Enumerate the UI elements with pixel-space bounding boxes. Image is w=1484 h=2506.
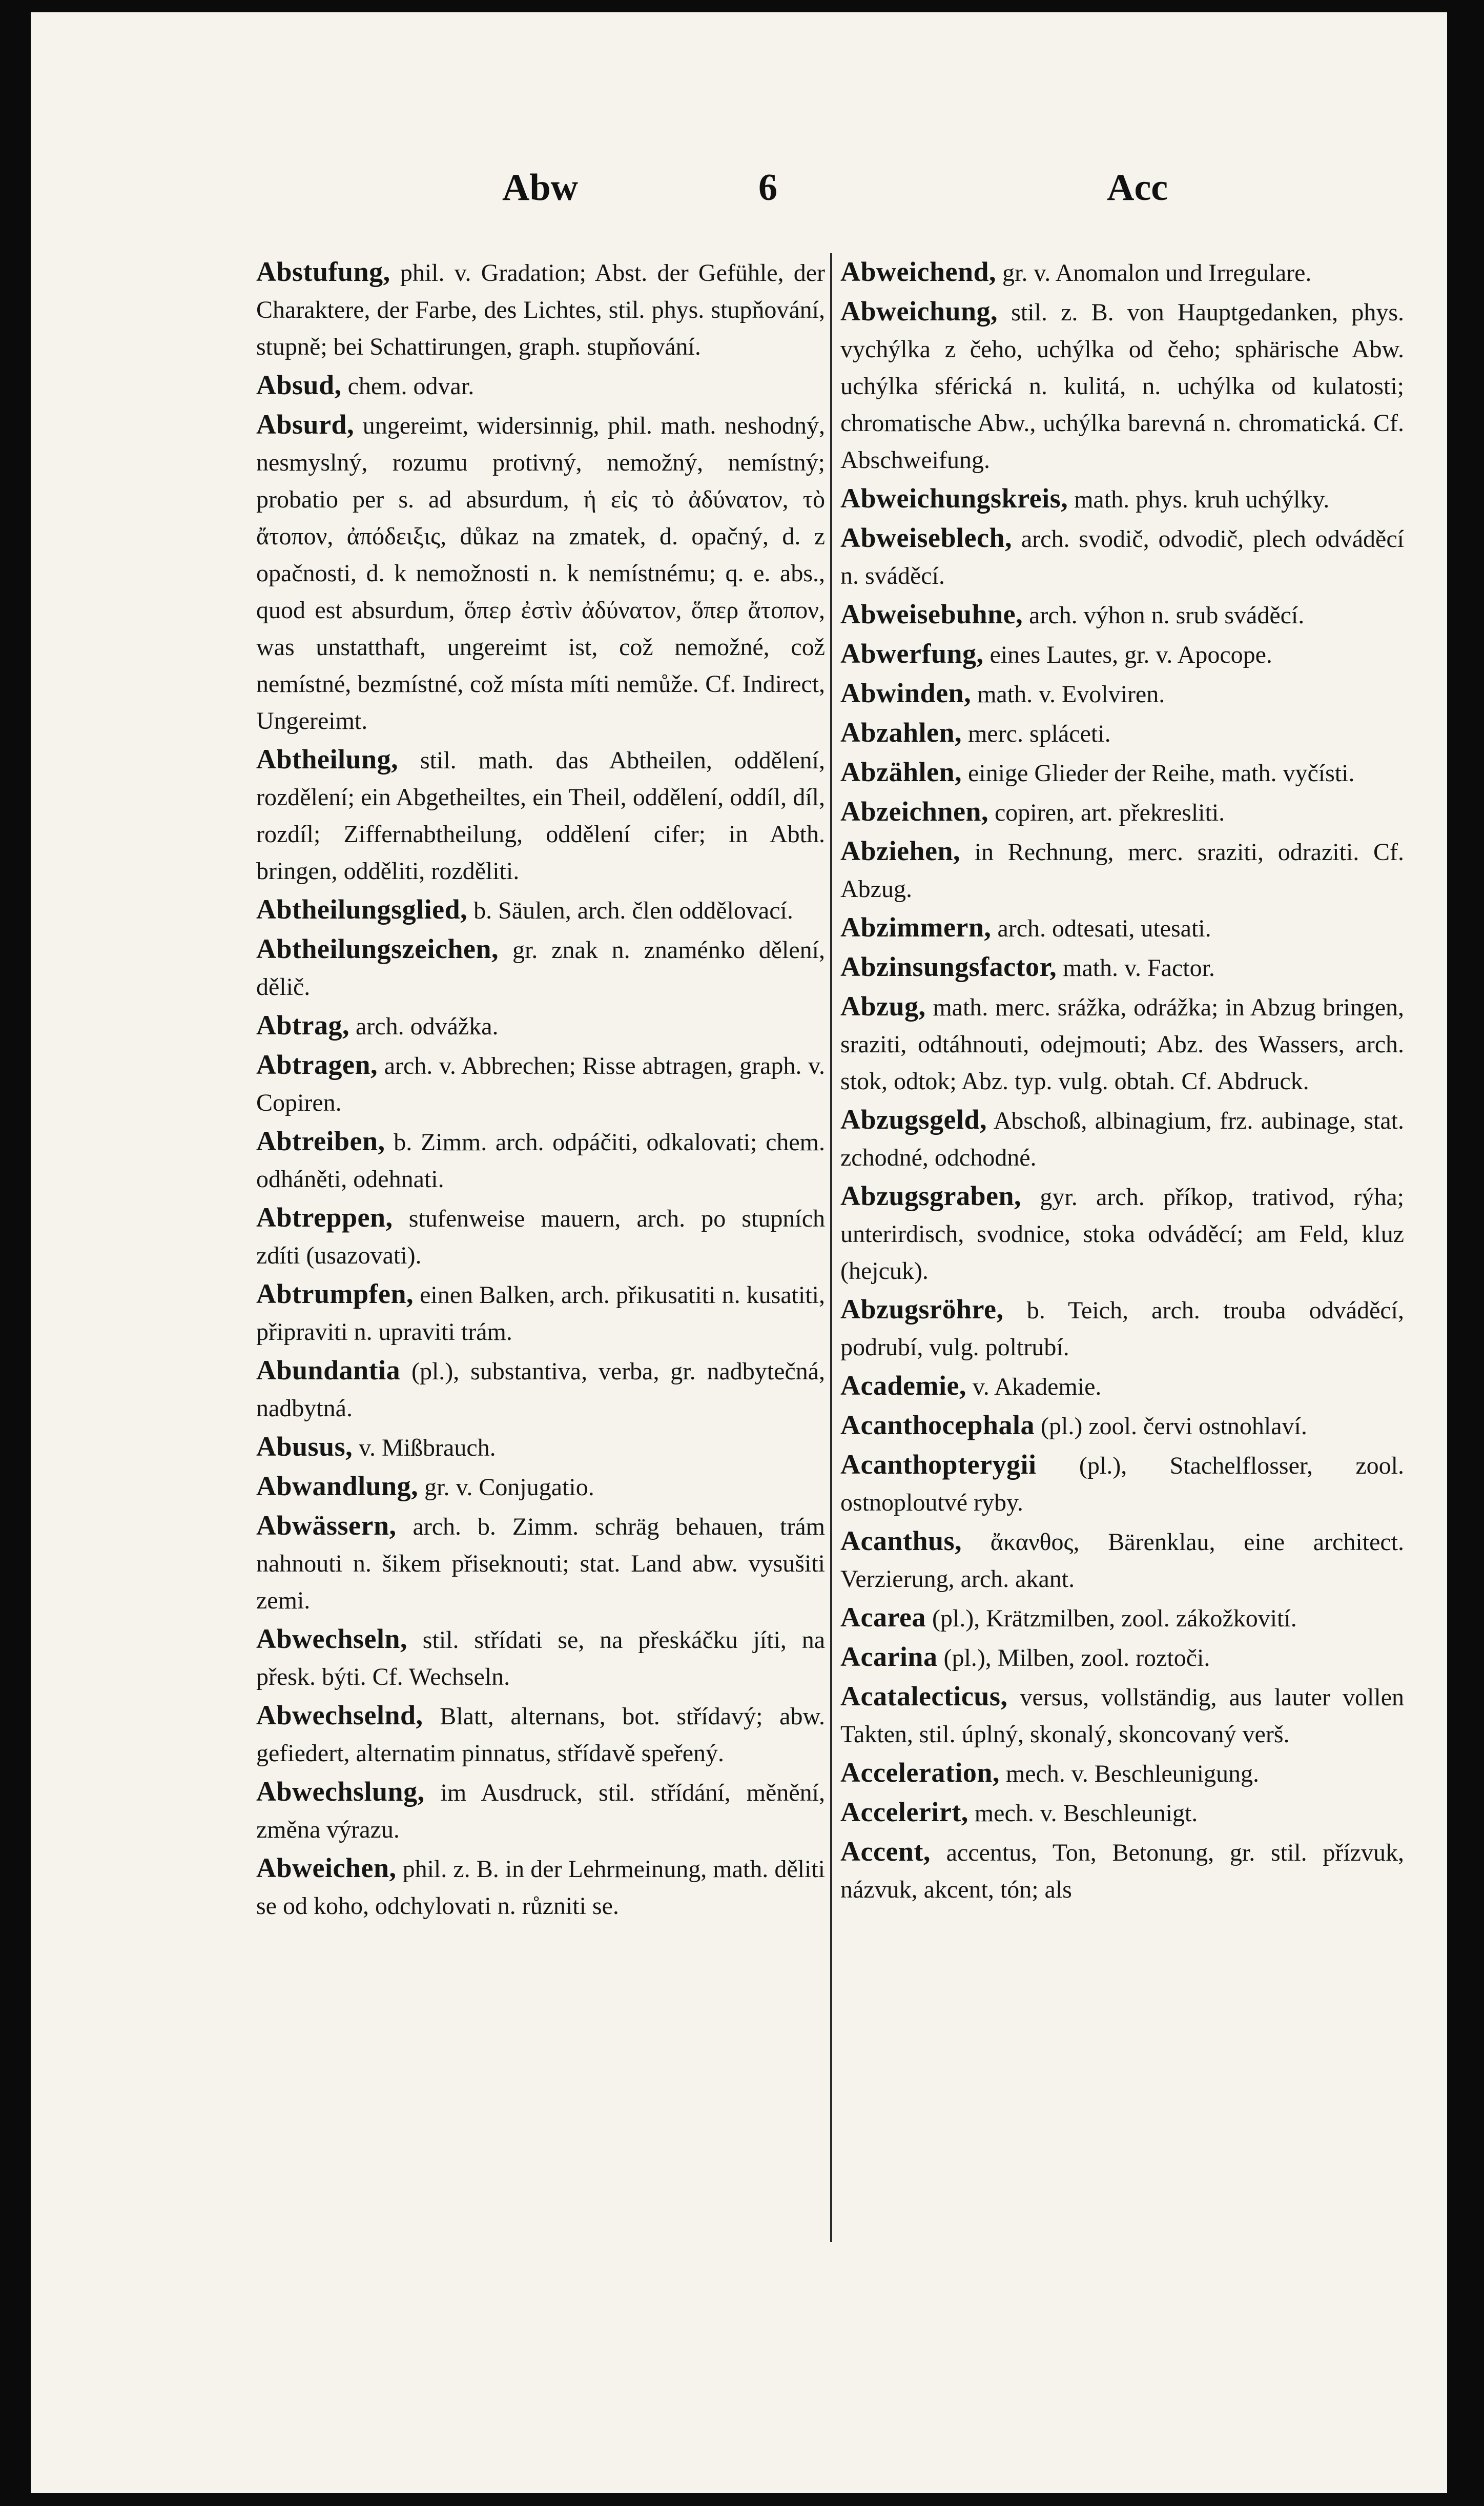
entry-definition: math. v. Evolviren. [977,681,1165,708]
dictionary-entry [840,714,1404,752]
dictionary-entry [256,1849,825,1925]
entry-definition: arch. b. Zimm. schräg behauen, trám nahnouti n. šikem přiseknouti; stat. Land abw. vysušiti zemi. [256,1513,825,1614]
entry-definition: ἄκανθος, Bärenklau, eine architect. Verzierung, arch. akant. [840,1529,1405,1593]
entry-headword: Acarina [840,1641,938,1672]
entry-headword: Abwechslung, [256,1776,425,1807]
entry-definition: mech. v. Beschleunigung. [1005,1760,1259,1787]
dictionary-entry [256,1773,825,1848]
dictionary-entry [840,1794,1404,1832]
entry-headword: Abwechselnd, [256,1700,423,1730]
dictionary-entry [840,1833,1404,1908]
entry-definition: v. Akademie. [972,1373,1102,1400]
page-number: 6 [758,167,777,209]
entry-headword: Abtreppen, [256,1202,393,1233]
entry-definition: gyr. arch. příkop, trativod, rýha; unterirdisch, svodnice, stoka odváděcí; am Feld, kluz (hejcuk). [840,1184,1405,1285]
dictionary-entry [256,891,825,929]
entry-definition: im Ausdruck, stil. střídání, měnění, změna výrazu. [256,1779,825,1843]
entry-definition: in Rechnung, merc. sraziti, odraziti. Cf. Abzug. [840,839,1404,903]
entry-definition: stil. math. das Abtheilen, oddělení, rozdělení; ein Abgetheiltes, ein Theil, oddělení, oddíl, díl, rozdíl; Ziffernabtheilung, oddělení cifer; in Abth. bringen, odděliti, rozděliti. [256,747,826,885]
dictionary-entry [840,293,1404,479]
dictionary-entry [840,1754,1404,1792]
entry-definition: ungereimt, widersinnig, phil. math. neshodný, nesmyslný, rozumu protivný, nemožný, nemístný; probatio per s. ad absurdum, ἡ εἰς τὸ ἀδύνατον, τὸ ἄτοπον, ἀπόδειξις, důkaz na zmatek, d. opačný, d. z opačnosti, d. k nemožnosti n. k nemístnému; q. e. abs., quod est absurdum, ὅπερ ἐστὶν ἀδύνατον, ὅπερ ἄτοπον, was unstatthaft, ungereimt ist, což nemožné, což nemístné, bezmístné, což místa míti nemůže. Cf. Indirect, Ungereimt. [256,412,825,735]
dictionary-entry [840,1101,1404,1176]
entry-definition: versus, vollständig, aus lauter vollen Takten, stil. úplný, skonalý, skoncovaný verš. [840,1684,1405,1748]
dictionary-entry [256,253,825,365]
entry-definition: b. Teich, arch. trouba odváděcí, podrubí, vulg. poltrubí. [840,1297,1405,1361]
header-left-guideword: Abw [502,167,579,209]
dictionary-entry [840,519,1404,595]
dictionary-entry [256,1697,825,1772]
book-page [31,12,1447,2493]
entry-definition: chem. odvar. [347,373,475,400]
entry-definition: arch. odvážka. [355,1013,499,1040]
dictionary-entry [840,253,1404,292]
dictionary-entry [840,1407,1404,1445]
entry-definition: copiren, art. překresliti. [995,799,1225,826]
entry-definition: mech. v. Beschleunigt. [974,1800,1198,1827]
dictionary-entry [256,1352,825,1427]
entry-definition: gr. znak n. znaménko dělení, dělič. [256,936,826,1001]
entry-headword: Abtheilungszeichen, [256,933,499,964]
entry-headword: Absud, [256,370,342,400]
entry-definition: math. merc. srážka, odrážka; in Abzug bringen, sraziti, odtáhnouti, odejmouti; Abz. des Wassers, arch. stok, odtok; Abz. typ. vulg. obtah. Cf. Abdruck. [840,994,1404,1095]
entry-definition: math. v. Factor. [1063,954,1215,982]
entry-headword: Abzahlen, [840,717,962,748]
entry-definition: einige Glieder der Reihe, math. vyčísti. [968,760,1355,787]
dictionary-entry [256,930,825,1006]
entry-headword: Abtreiben, [256,1126,385,1156]
entry-definition: (pl.), Krätzmilben, zool. zákožkovití. [932,1605,1297,1632]
entry-headword: Abweichungskreis, [840,483,1068,514]
entry-definition: gr. v. Anomalon und Irregulare. [1002,259,1312,287]
entry-headword: Abundantia [256,1355,401,1386]
entry-headword: Abwandlung, [256,1471,419,1501]
entry-headword: Abzeichnen, [840,796,988,827]
entry-headword: Academie, [840,1370,966,1401]
dictionary-entry [840,596,1404,634]
dictionary-entry [840,1522,1404,1598]
entry-headword: Abweichend, [840,256,997,287]
dictionary-entry [840,635,1404,674]
entry-headword: Abzimmern, [840,912,992,943]
dictionary-entry [256,1620,825,1696]
entry-definition: (pl.), Stachelflosser, zool. ostnoploutvé ryby. [840,1452,1404,1516]
dictionary-entry [840,1638,1404,1677]
dictionary-entry [840,1291,1404,1366]
entry-headword: Abweisebuhne, [840,599,1023,629]
entry-definition: phil. z. B. in der Lehrmeinung, math. děliti se od koho, odchylovati n. různiti se. [256,1856,826,1920]
entry-definition: v. Mißbrauch. [359,1434,496,1461]
dictionary-entry [840,1446,1404,1521]
dictionary-entry [256,1428,825,1466]
dictionary-entry [256,1507,825,1619]
entry-headword: Abzinsungsfactor, [840,951,1057,982]
entry-headword: Abtragen, [256,1049,378,1080]
entry-headword: Absurd, [256,409,355,440]
dictionary-entry [840,1678,1404,1753]
entry-headword: Abzählen, [840,757,962,787]
dictionary-entry [840,948,1404,987]
entry-definition: stufenweise mauern, arch. po stupních zdíti (usazovati). [256,1205,825,1269]
entry-definition: merc. spláceti. [968,720,1111,747]
entry-headword: Abzug, [840,991,926,1022]
dictionary-entry [840,1367,1404,1405]
entry-definition: accentus, Ton, Betonung, gr. stil. přízvuk, názvuk, akcent, tón; als [840,1839,1405,1903]
entry-definition: arch. odtesati, utesati. [997,915,1211,942]
entry-headword: Abtheilung, [256,744,399,775]
entry-definition: Abschoß, albinagium, frz. aubinage, stat. zchodné, odchodné. [840,1107,1404,1171]
entry-definition: stil. střídati se, na přeskáčku jíti, na přesk. býti. Cf. Wechseln. [256,1626,825,1690]
entry-headword: Abzugsgraben, [840,1180,1022,1211]
entry-definition: (pl.), Milben, zool. roztoči. [943,1644,1210,1672]
entry-definition: einen Balken, arch. přikusatiti n. kusatiti, připraviti n. upraviti trám. [256,1281,826,1346]
entry-headword: Abweiseblech, [840,522,1012,553]
entry-headword: Abweichung, [840,296,998,327]
entry-headword: Accelerirt, [840,1797,968,1827]
entry-headword: Acanthus, [840,1525,962,1556]
entry-definition: (pl.) zool. červi ostnohlaví. [1041,1413,1307,1440]
entry-headword: Abwinden, [840,678,972,708]
entry-definition: Blatt, alternans, bot. střídavý; abw. gefiedert, alternatim pinnatus, střídavě speřený. [256,1703,826,1767]
header-right-guideword: Acc [1107,167,1168,209]
entry-definition: arch. v. Abbrechen; Risse abtragen, graph. v. Copiren. [256,1052,826,1116]
entry-headword: Abwechseln, [256,1623,408,1654]
entry-definition: gr. v. Conjugatio. [424,1474,594,1501]
dictionary-entry [840,753,1404,792]
dictionary-entry [840,1599,1404,1637]
right-column [840,253,1404,1909]
dictionary-entry [256,1275,825,1351]
entry-headword: Acceleration, [840,1757,1000,1788]
entry-definition: b. Zimm. arch. odpáčiti, odkalovati; chem. odháněti, odehnati. [256,1129,826,1193]
entry-definition: phil. v. Gradation; Abst. der Gefühle, der Charaktere, der Farbe, des Lichtes, stil. phys. stupňování, stupně; bei Schattirungen, graph. stupňování. [256,259,826,360]
column-divider [830,253,832,2242]
entry-headword: Abweichen, [256,1852,397,1883]
dictionary-entry [256,366,825,405]
dictionary-entry [256,741,825,890]
dictionary-entry [840,1177,1404,1290]
dictionary-entry [256,1123,825,1198]
dictionary-entry [256,1468,825,1506]
dictionary-entry [840,988,1404,1100]
entry-headword: Abzugsgeld, [840,1104,987,1135]
entry-headword: Acarea [840,1602,926,1633]
entry-definition: arch. výhon n. srub sváděcí. [1029,602,1305,629]
entry-definition: eines Lautes, gr. v. Apocope. [990,641,1272,668]
entry-headword: Acatalecticus, [840,1681,1008,1712]
entry-headword: Abusus, [256,1431,353,1462]
entry-definition: arch. svodič, odvodič, plech odváděcí n. sváděcí. [840,525,1405,589]
dictionary-entry [840,832,1404,908]
entry-definition: (pl.), substantiva, verba, gr. nadbytečná, nadbytná. [256,1358,826,1422]
running-header [31,166,1447,233]
left-column [256,253,825,1926]
entry-headword: Accent, [840,1836,931,1867]
entry-headword: Abzugsröhre, [840,1294,1004,1325]
dictionary-entry [256,1046,825,1122]
dictionary-entry [840,675,1404,713]
dictionary-entry [840,909,1404,947]
entry-headword: Abtheilungsglied, [256,894,468,925]
entry-headword: Acanthopterygii [840,1449,1037,1480]
dictionary-entry [840,480,1404,518]
entry-headword: Abziehen, [840,836,960,866]
entry-headword: Abwerfung, [840,638,984,669]
dictionary-entry [840,793,1404,831]
entry-headword: Abtrumpfen, [256,1278,414,1309]
entry-headword: Abtrag, [256,1010,349,1041]
entry-definition: b. Säulen, arch. člen oddělovací. [473,897,793,924]
dictionary-entry [256,1199,825,1274]
entry-headword: Abwässern, [256,1510,397,1541]
entry-definition: stil. z. B. von Hauptgedanken, phys. vychýlka z čeho, uchýlka od čeho; sphärische Abw. uchýlka sférická n. kulitá, n. uchýlka od kulatosti; chromatische Abw., uchýlka barevná n. chromatická. Cf. Abschweifung. [840,299,1404,474]
dictionary-entry [256,406,825,740]
entry-definition: math. phys. kruh uchýlky. [1074,486,1330,513]
dictionary-entry [256,1007,825,1045]
entry-headword: Abstufung, [256,256,390,287]
entry-headword: Acanthocephala [840,1410,1035,1440]
